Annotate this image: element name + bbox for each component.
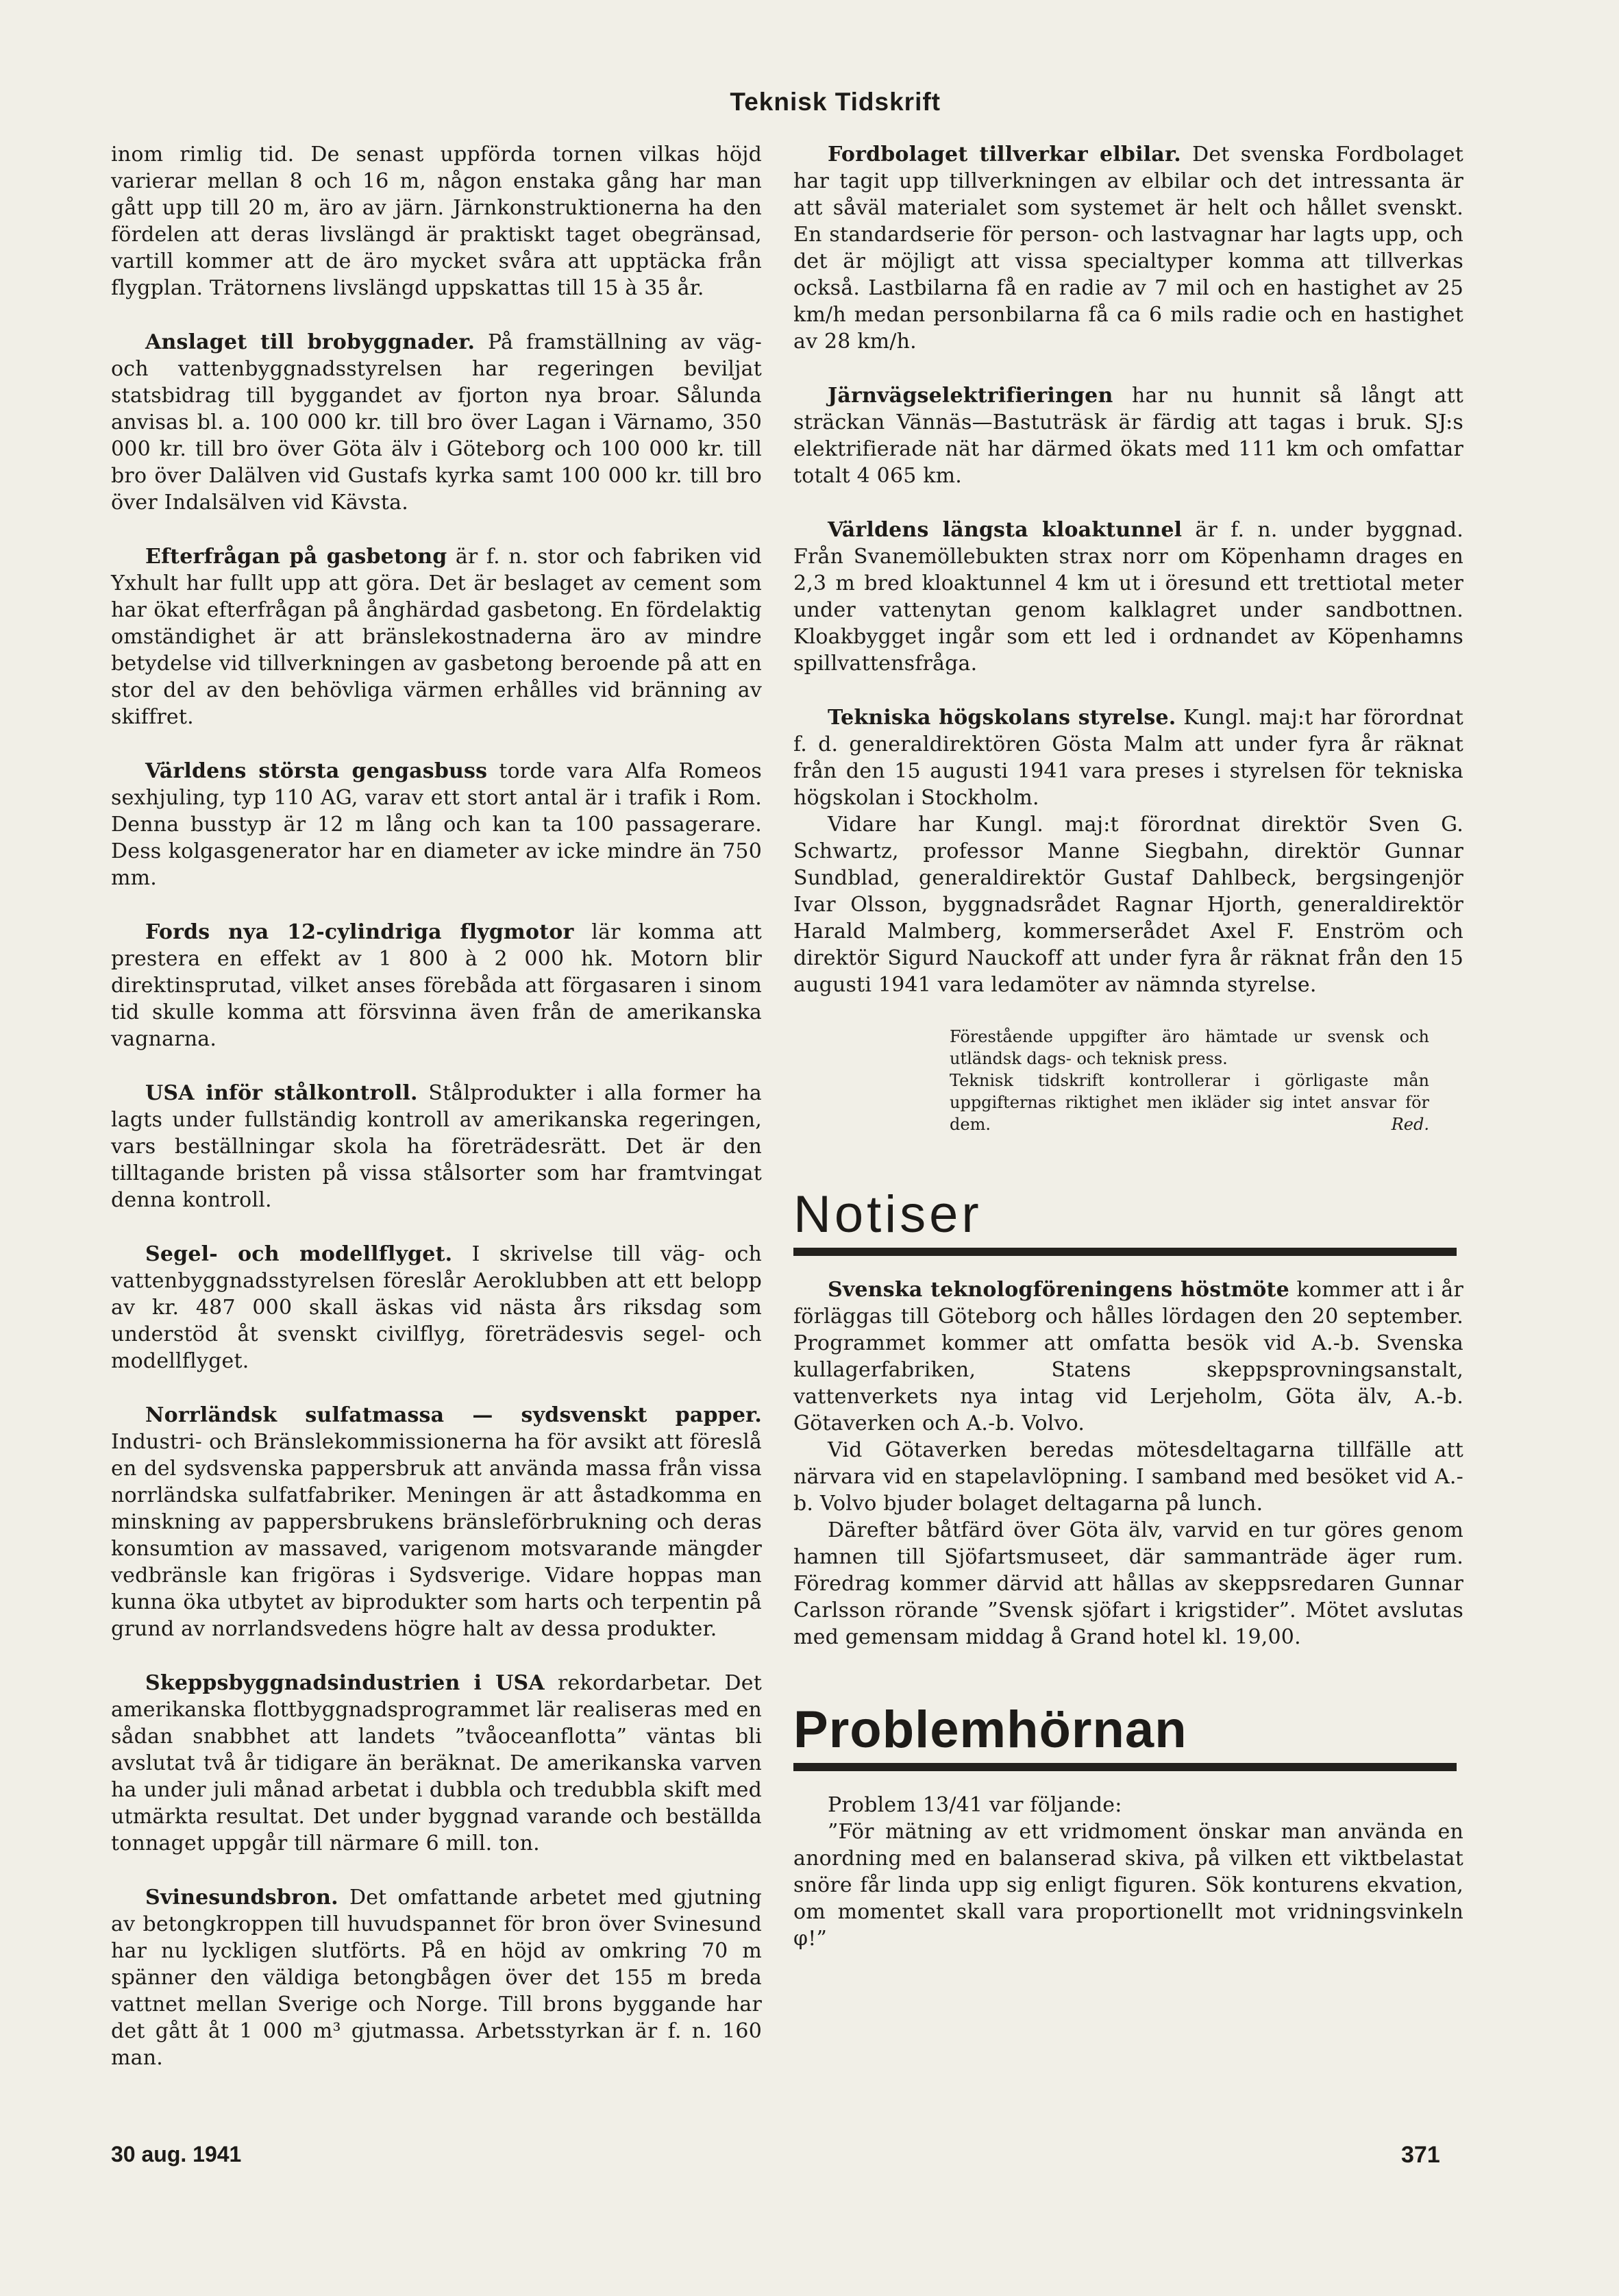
right-column	[793, 141, 1463, 1952]
article-usa-steel: USA inför stålkontroll. Stålprodukter i alla former ha lagts under fullständig kontroll av amerikanska regeringen, vars beställningar skola ha företrädesrätt. Det är den tilltagande bristen på vissa stålsorter som har framtvingat denna kontroll.	[111, 1081, 762, 1212]
article-kth-board-members: Vidare har Kungl. maj:t förordnat direktör Sven G. Schwartz, professor Manne Siegbahn, direktör Gunnar Sundblad, generaldirektör Gustaf Dahlbeck, bergsingenjör Ivar Olsson, byggnadsrådet Ragnar Hjorth, generaldirektör Harald Malmberg, kommerserådet Axel F. Enström och direktör Sigurd Nauckoff att under fyra år räknat från den 15 augusti 1941 vara ledamöter av nämnda styrelse.	[793, 813, 1463, 997]
notiser-heading: Notiser	[793, 1185, 982, 1244]
article-sewer-tunnel: Världens längsta kloaktunnel är f. n. under byggnad. Från Svanemöllebukten strax norr om Köpenhamn drages en 2,3 m bred kloaktunnel 4 km ut i öresund ett trettiotal meter under vattenytan genom kalklagret under sandbottnen. Kloakbygget ingår som ett led i ordnandet av Köpenhamns spillvattensfråga.	[793, 518, 1463, 676]
article-ford-electric: Fordbolaget tillverkar elbilar. Det svenska Fordbolaget har tagit upp tillverkningen av elbilar och det intressanta är att såväl materialet som systemet är helt och hållet svenskt. En standardserie för person- och lastvagnar har lagts upp, och det är möjligt att vissa specialtyper komma att tillverkas också. Lastbilarna få en radie av 7 mil och en hastighet av 25 km/h medan personbilarna få ca 6 mils radie och en hastighet av 28 km/h.	[793, 143, 1463, 354]
article-tower-lifespan: inom rimlig tid. De senast uppförda tornen vilkas höjd varierar mellan 8 och 16 m, någon enstaka gång har man gått upp till 20 m, äro av järn. Järnkonstruktionerna ha den fördelen att deras livslängd är praktiskt taget obegränsad, vartill kommer att de äro mycket svåra att upptäcka från flygplan. Trätornens livslängd uppskattas till 15 à 35 år.	[111, 143, 762, 300]
editor-signature: Red.	[1391, 1115, 1429, 1134]
problem-intro: Problem 13/41 var följande:	[828, 1793, 1122, 1817]
editor-note-disclaimer: Teknisk tidskrift kontrollerar i görligaste mån uppgifternas riktighet men ikläder sig intet ansvar för dem. Red.	[950, 1071, 1429, 1134]
problem-rule	[793, 1763, 1457, 1771]
article-kth-board: Tekniska högskolans styrelse. Kungl. maj:t har förordnat f. d. generaldirektören Gösta Malm att under fyra år räknat från den 15 augusti 1941 vara preses i styrelsen för tekniska högskolan i Stockholm.	[793, 706, 1463, 810]
article-gas-bus: Världens största gengasbuss torde vara Alfa Romeos sexhjuling, typ 110 AG, varav ett stort antal är i trafik i Rom. Denna busstyp är 12 m lång och kan ta 100 passagerare. Dess kolgasgenerator har en diameter av icke mindre än 750 mm.	[111, 759, 762, 890]
problem-heading: Problemhörnan	[793, 1701, 1187, 1759]
notice-boat-trip: Därefter båtfärd över Göta älv, varvid en tur göres genom hamnen till Sjöfartsmuseet, där sammanträde äger rum. Föredrag kommer därvid att hållas av skeppsredaren Gunnar Carlsson rörande ”Svensk sjöfart i krigstider”. Mötet avslutas med gemensam middag å Grand hotel kl. 19,00.	[793, 1518, 1463, 1649]
left-column	[111, 141, 762, 2099]
notice-gotaverken: Vid Götaverken beredas mötesdeltagarna tillfälle att närvara vid en stapelavlöpning. I samband med besöket vid A.-b. Volvo bjuder bolaget deltagarna på lunch.	[793, 1438, 1463, 1516]
article-gliding: Segel- och modellflyget. I skrivelse till väg- och vattenbyggnadsstyrelsen föreslår Aeroklubben att ett belopp av kr. 487 000 skall äskas vid nästa års riksdag som understöd åt svenskt civilflyg, företrädesvis segel- och modellflyget.	[111, 1242, 762, 1373]
issue-date: 30 aug. 1941	[111, 2142, 242, 2167]
problem-statement: ”För mätning av ett vridmoment önskar man använda en anordning med en balanserad skiva, på vilken ett viktbelastat snöre får linda upp sig enligt figuren. Sök konturens ekvation, om momentet skall vara proportionellt mot vridningsvinkeln φ!”	[793, 1820, 1463, 1951]
page-number: 371	[1401, 2142, 1440, 2168]
article-ford-aero-engine: Fords nya 12-cylindriga flygmotor lär komma att prestera en effekt av 1 800 à 2 000 hk. Motorn blir direktinsprutad, vilket anses förebåda att förgasaren i sinom tid skulle komma att försvinna även från de amerikanska vagnarna.	[111, 920, 762, 1051]
article-gas-concrete: Efterfrågan på gasbetong är f. n. stor och fabriken vid Yxhult har fullt upp att göra. Det är beslaget av cement som har ökat efterfrågan på ånghärdad gasbetong. En fördelaktig omständighet är att bränslekostnaderna äro av mindre betydelse vid tillverkningen av gasbetong beroende på att en stor del av den behövliga värmen erhålles vid bränning av skiffret.	[111, 545, 762, 729]
article-svinesund-bridge: Svinesundsbron. Det omfattande arbetet med gjutning av betongkroppen till huvudspannet för bron över Svinesund har nu lyckligen slutförts. På en höjd av omkring 70 m spänner den väldiga betongbågen över det 155 m breda vattnet mellan Sverige och Norge. Till brons byggande har det gått åt 1 000 m³ gjutmassa. Arbetsstyrkan är f. n. 160 man.	[111, 1886, 762, 2070]
article-shipbuilding: Skeppsbyggnadsindustrien i USA rekordarbetar. Det amerikanska flottbyggnadsprogrammet lär realiseras med en sådan snabbhet att landets ”tvåoceanflotta” väntas bli avslutat två år tidigare än beräknat. De amerikanska varven ha under juli månad arbetat i dubbla och tredubbla skift med utmärkta resultat. Det under byggnad varande och beställda tonnaget uppgår till närmare 6 mill. ton.	[111, 1671, 763, 1855]
article-bridge-grants: Anslaget till brobyggnader. På framställning av väg- och vattenbyggnadsstyrelsen har regeringen beviljat statsbidrag till byggandet av fjorton nya broar. Sålunda anvisas bl. a. 100 000 kr. till bro över Lagan i Värnamo, 350 000 kr. till bro över Göta älv i Göteborg och 100 000 kr. till bro över Dalälven vid Gustafs kyrka samt 100 000 kr. till bro över Indalsälven vid Kävsta.	[111, 330, 762, 515]
masthead: Teknisk Tidskrift	[730, 88, 941, 116]
article-sulphate-pulp: Norrländsk sulfatmassa — sydsvenskt papper. Industri- och Bränslekommissionerna ha för avsikt att föreslå en del sydsvenska pappersbruk att använda massa från vissa norrländska sulfatfabriker. Meningen är att åstadkomma en minskning av pappersbrukens bränsleförbrukning och deras konsumtion av massaved, varigenom motsvarande mängder vedbränsle kan frigöras i Sydsverige. Vidare hoppas man kunna öka utbytet av biprodukter som harts och terpentin på grund av norrlandsvedens högre halt av dessa produkter.	[111, 1403, 762, 1641]
article-railway-electrification: Järnvägselektrifieringen har nu hunnit så långt att sträckan Vännäs—Bastuträsk är färdig att tagas i bruk. SJ:s elektrifierade nät har därmed ökats med 111 km och omfattar totalt 4 065 km.	[793, 384, 1463, 488]
editor-note-sources: Förestående uppgifter äro hämtade ur svensk och utländsk dags- och teknisk press.	[950, 1027, 1429, 1068]
editor-note	[950, 1026, 1429, 1135]
notice-autumn-meeting: Svenska teknologföreningens höstmöte kommer att i år förläggas till Göteborg och hålles lördagen den 20 september. Programmet kommer att omfatta besök vid A.-b. Svenska kullagerfabriken, Statens skeppsprovningsanstalt, vattenverkets nya intag vid Lerjeholm, Göta älv, A.-b. Götaverken och A.-b. Volvo.	[793, 1278, 1463, 1435]
notiser-rule	[793, 1248, 1457, 1256]
